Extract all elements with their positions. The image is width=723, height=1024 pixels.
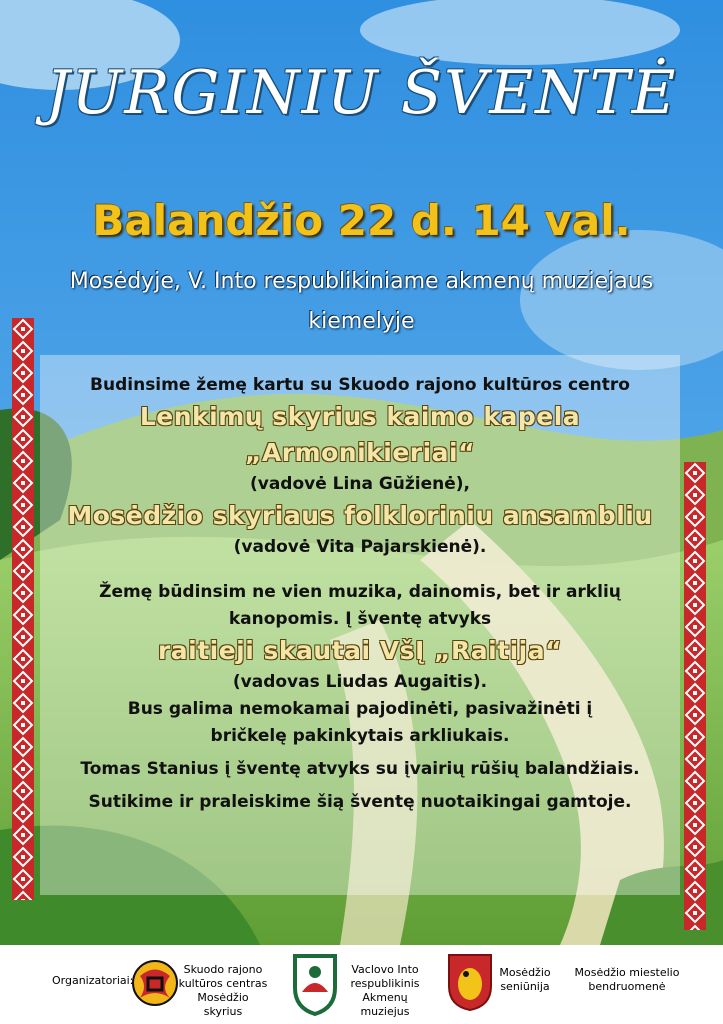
- description-line: kanopomis. Į šventę atvyks: [228, 609, 492, 629]
- poster-title: JURGINIU ŠVENTĖ: [45, 58, 678, 128]
- organizers-label: Organizatoriai:: [52, 974, 134, 987]
- event-location: [0, 262, 723, 342]
- location-line-2: kiemelyje: [308, 309, 415, 334]
- org-community: Mosėdžio miestelio bendruomenė: [574, 966, 680, 993]
- event-date-time: Balandžio 22 d. 14 val.: [92, 196, 631, 245]
- org-museum: Vaclovo Into respublikinis Akmenų muziejus: [350, 963, 420, 1018]
- performer-leader: (vadovė Lina Gūžienė),: [249, 474, 471, 494]
- performer-leader: (vadovas Liudas Augaitis).: [232, 672, 488, 692]
- eldership-coat-of-arms-icon: [446, 952, 494, 1012]
- intro-line: Budinsime žemę kartu su Skuodo rajono kultūros centro: [90, 375, 630, 395]
- description-line: Bus galima nemokamai pajodinėti, pasivažinėti į: [127, 699, 593, 719]
- org-eldership: Mosėdžio seniūnija: [499, 966, 551, 993]
- culture-centre-logo: [130, 958, 180, 1008]
- closing-line: Sutikime ir praleiskime šią šventę nuotaikingai gamtoje.: [88, 792, 632, 812]
- description-line: Žemę būdinsim ne vien muzika, dainomis, bet ir arklių: [99, 582, 621, 602]
- description-line: bričkelę pakinkytais arkliukais.: [210, 726, 510, 746]
- performer-leader: (vadovė Vita Pajarskienė).: [233, 537, 487, 557]
- performer-name: Lenkimų skyrius kaimo kapela: [139, 402, 581, 431]
- performer-name: „Armonikieriai“: [244, 438, 476, 467]
- location-line-1: Mosėdyje, V. Into respublikiniame akmenų muziejaus: [69, 269, 654, 294]
- decorative-ribbon-right: [684, 462, 706, 930]
- museum-coat-of-arms-icon: [290, 952, 340, 1016]
- org-culture-centre: Skuodo rajono kultūros centras Mosėdžio skyrius: [178, 963, 268, 1018]
- decorative-ribbon-left: [12, 318, 34, 900]
- description-line: Tomas Stanius į šventę atvyks su įvairių rūšių balandžiais.: [80, 759, 640, 779]
- event-description: [40, 372, 680, 816]
- performer-name: raitieji skautai VšĮ „Raitija“: [157, 636, 563, 665]
- performer-name: Mosėdžio skyriaus folkloriniu ansambliu: [67, 501, 653, 530]
